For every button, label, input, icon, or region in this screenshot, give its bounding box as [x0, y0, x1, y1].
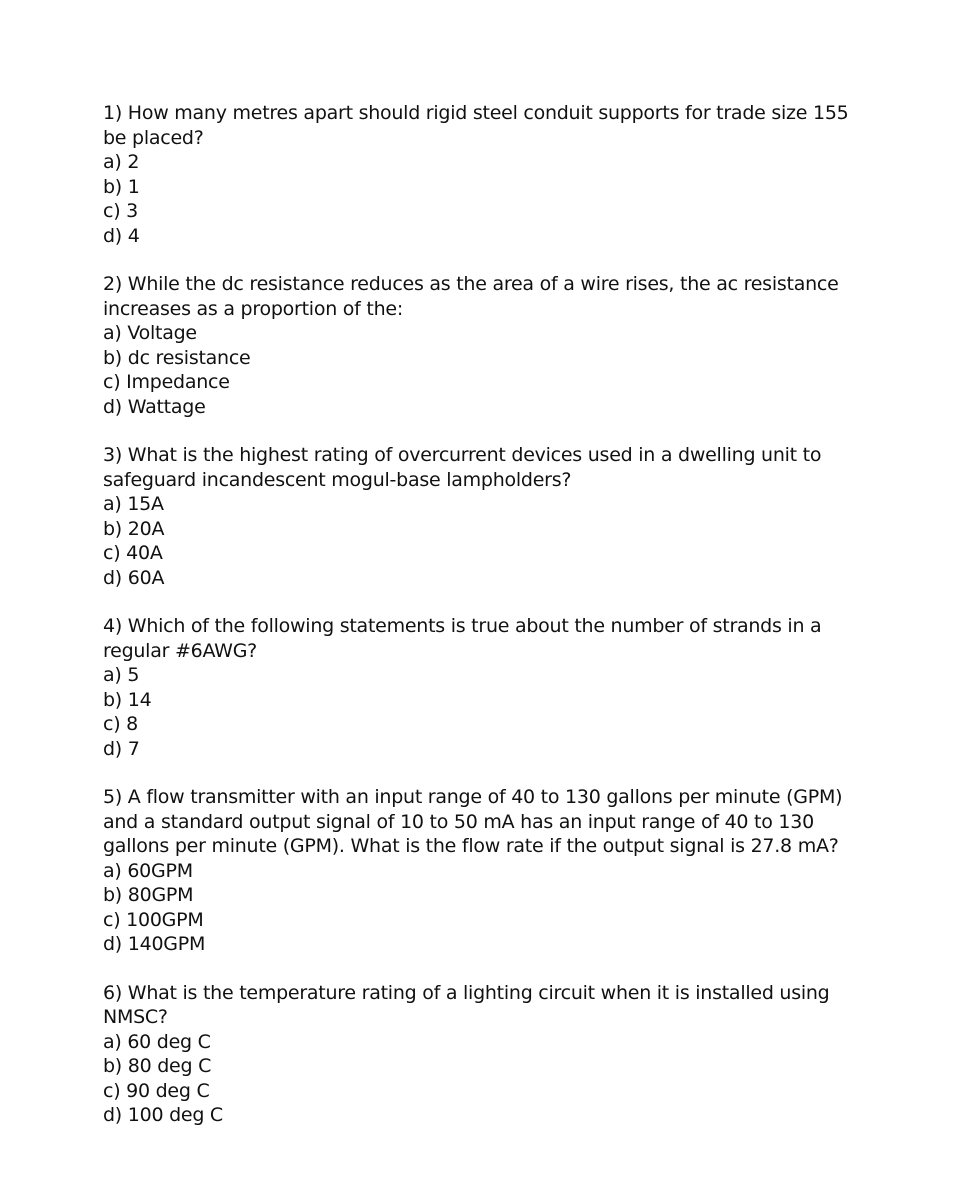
answer-option-a: a) 60GPM — [103, 859, 193, 882]
question-text: 6) What is the temperature rating of a lighting circuit when it is installed using NMSC? — [103, 981, 830, 1028]
answer-option-b: b) 14 — [103, 688, 152, 711]
question-1 — [103, 101, 873, 248]
answer-option-a: a) 15A — [103, 493, 164, 515]
answer-option-a: a) Voltage — [103, 322, 197, 344]
question-text: 1) How many metres apart should rigid steel conduit supports for trade size 155 be placed? — [103, 102, 849, 149]
answer-option-a: a) 60 deg C — [103, 1030, 211, 1053]
quiz-page — [103, 101, 873, 1152]
answer-option-c: c) 90 deg C — [103, 1079, 210, 1102]
answer-option-c: c) Impedance — [103, 371, 230, 393]
answer-option-d: d) Wattage — [103, 395, 206, 418]
answer-option-c: c) 100GPM — [103, 908, 204, 931]
question-text: 2) While the dc resistance reduces as the area of a wire rises, the ac resistance increases as a proportion of the: — [103, 273, 839, 320]
question-text: 4) Which of the following statements is true about the number of strands in a regular #6AWG? — [103, 615, 822, 662]
question-text: 3) What is the highest rating of overcurrent devices used in a dwelling unit to safeguard incandescent mogul-base lampholders? — [103, 444, 822, 491]
question-text: 5) A flow transmitter with an input range of 40 to 130 gallons per minute (GPM) and a standard output signal of 10 to 50 mA has an input range of 40 to 130 gallons per minute (GPM). What is the flow rate if the output signal is 27.8 mA? — [103, 786, 843, 857]
answer-option-b: b) 1 — [103, 175, 140, 198]
answer-option-c: c) 40A — [103, 542, 163, 564]
answer-option-a: a) 5 — [103, 664, 140, 686]
question-3 — [103, 443, 873, 590]
answer-option-b: b) 80 deg C — [103, 1055, 212, 1077]
answer-option-a: a) 2 — [103, 151, 140, 173]
answer-option-b: b) 20A — [103, 517, 165, 540]
answer-option-d: d) 60A — [103, 566, 165, 589]
answer-option-d: d) 7 — [103, 737, 140, 760]
answer-option-b: b) 80GPM — [103, 884, 194, 906]
answer-option-c: c) 8 — [103, 713, 138, 735]
question-6 — [103, 981, 873, 1128]
question-5 — [103, 785, 873, 957]
answer-option-d: d) 140GPM — [103, 933, 206, 955]
answer-option-d: d) 4 — [103, 224, 140, 247]
question-4 — [103, 614, 873, 761]
answer-option-b: b) dc resistance — [103, 346, 251, 369]
answer-option-d: d) 100 deg C — [103, 1104, 223, 1126]
answer-option-c: c) 3 — [103, 200, 138, 222]
question-2 — [103, 272, 873, 419]
